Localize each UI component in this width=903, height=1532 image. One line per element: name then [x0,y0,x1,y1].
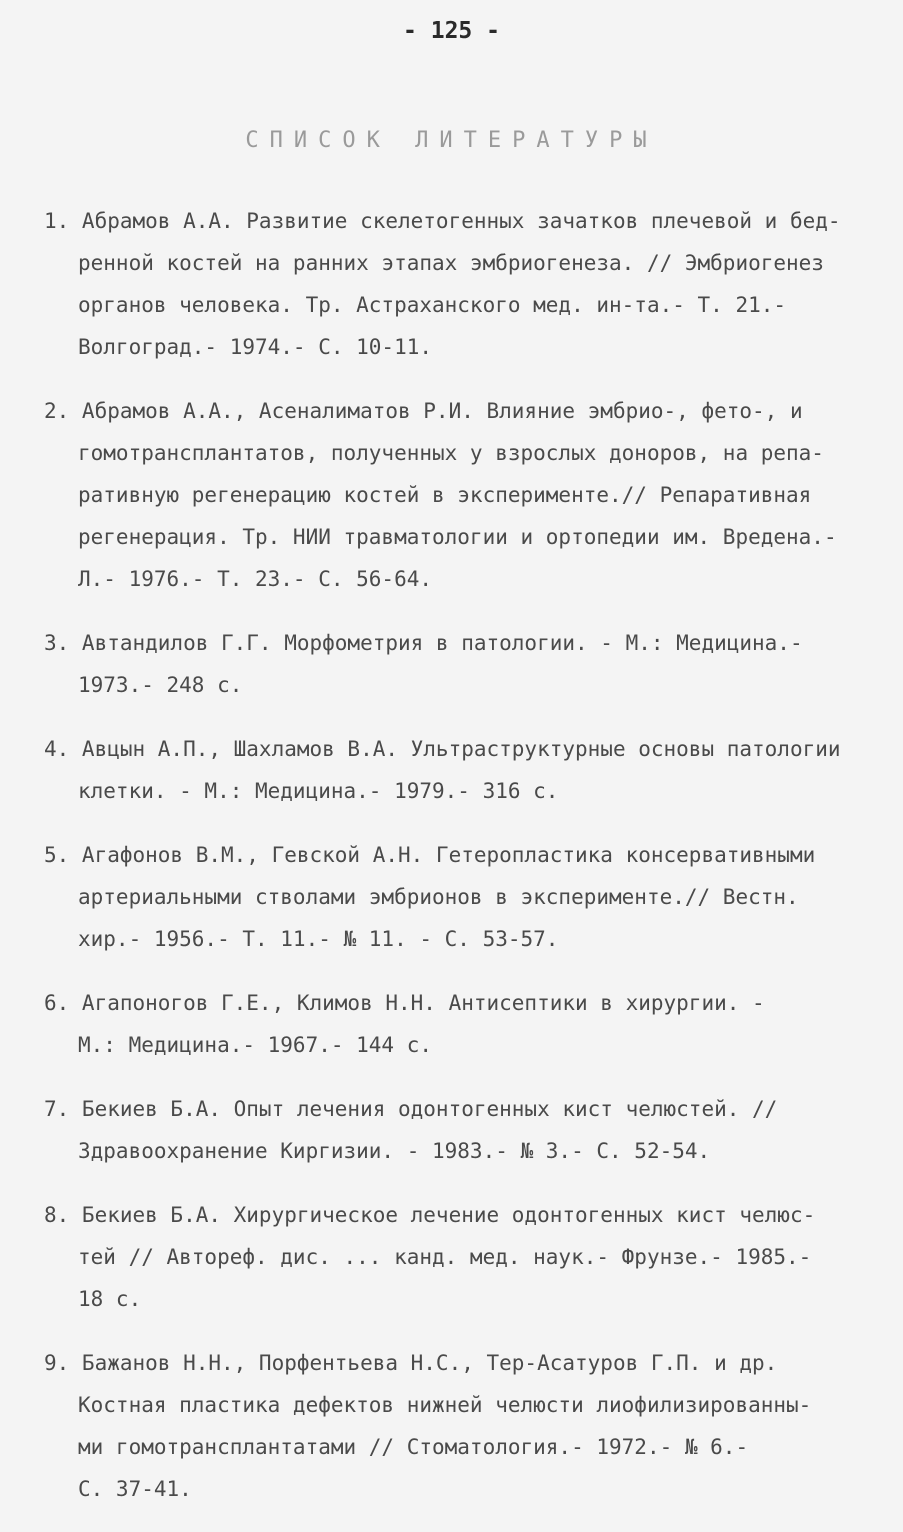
reference-entry [44,728,874,812]
reference-line: 18 с. [78,1287,142,1311]
reference-line: ми гомотрансплантатами // Стоматология.- 1972.- № 6.- [78,1435,749,1459]
reference-line: 8. Бекиев Б.А. Хирургическое лечение одонтогенных кист челюс- [44,1203,816,1227]
reference-line: 4. Авцын А.П., Шахламов В.А. Ультраструктурные основы патологии [44,737,841,761]
reference-entry [44,1088,874,1172]
reference-line: М.: Медицина.- 1967.- 144 с. [78,1033,433,1057]
page-title: СПИСОК ЛИТЕРАТУРЫ [245,128,658,153]
reference-entry [44,622,874,706]
reference-line: ративную регенерацию костей в эксперименте.// Репаративная [78,483,812,507]
reference-line: 6. Агапоногов Г.Е., Климов Н.Н. Антисептики в хирургии. - [44,991,765,1015]
reference-line: 5. Агафонов В.М., Гевской А.Н. Гетеропластика консервативными [44,843,816,867]
reference-entry [44,1194,874,1320]
reference-line: С. 37-41. [78,1477,192,1501]
reference-line: клетки. - М.: Медицина.- 1979.- 316 с. [78,779,559,803]
reference-line: гомотрансплантатов, полученных у взрослых доноров, на репа- [78,441,824,465]
reference-entry [44,834,874,960]
page-number: - 125 - [403,18,500,44]
reference-line: Л.- 1976.- Т. 23.- С. 56-64. [78,567,433,591]
reference-line: ренной костей на ранних этапах эмбриогенеза. // Эмбриогенез [78,251,824,275]
reference-entry [44,200,874,368]
reference-line: 3. Автандилов Г.Г. Морфометрия в патологии. - М.: Медицина.- [44,631,803,655]
reference-entry [44,982,874,1066]
reference-list [44,200,874,1532]
reference-line: 7. Бекиев Б.А. Опыт лечения одонтогенных кист челюстей. // [44,1097,778,1121]
reference-entry [44,390,874,600]
reference-line: органов человека. Тр. Астраханского мед. ин-та.- Т. 21.- [78,293,787,317]
reference-line: 1973.- 248 с. [78,673,243,697]
reference-line: артериальными стволами эмбрионов в эксперименте.// Вестн. [78,885,799,909]
reference-line: 2. Абрамов А.А., Асеналиматов Р.И. Влияние эмбрио-, фето-, и [44,399,803,423]
reference-line: 1. Абрамов А.А. Развитие скелетогенных зачатков плечевой и бед- [44,209,841,233]
reference-line: регенерация. Тр. НИИ травматологии и ортопедии им. Вредена.- [78,525,837,549]
reference-line: Волгоград.- 1974.- С. 10-11. [78,335,433,359]
reference-line: 9. Бажанов Н.Н., Порфентьева Н.С., Тер-Асатуров Г.П. и др. [44,1351,778,1375]
reference-line: Костная пластика дефектов нижней челюсти лиофилизированны- [78,1393,812,1417]
reference-line: хир.- 1956.- Т. 11.- № 11. - С. 53-57. [78,927,559,951]
reference-line: Здравоохранение Киргизии. - 1983.- № 3.- С. 52-54. [78,1139,711,1163]
reference-entry [44,1342,874,1510]
reference-line: тей // Автореф. дис. ... канд. мед. наук.- Фрунзе.- 1985.- [78,1245,812,1269]
